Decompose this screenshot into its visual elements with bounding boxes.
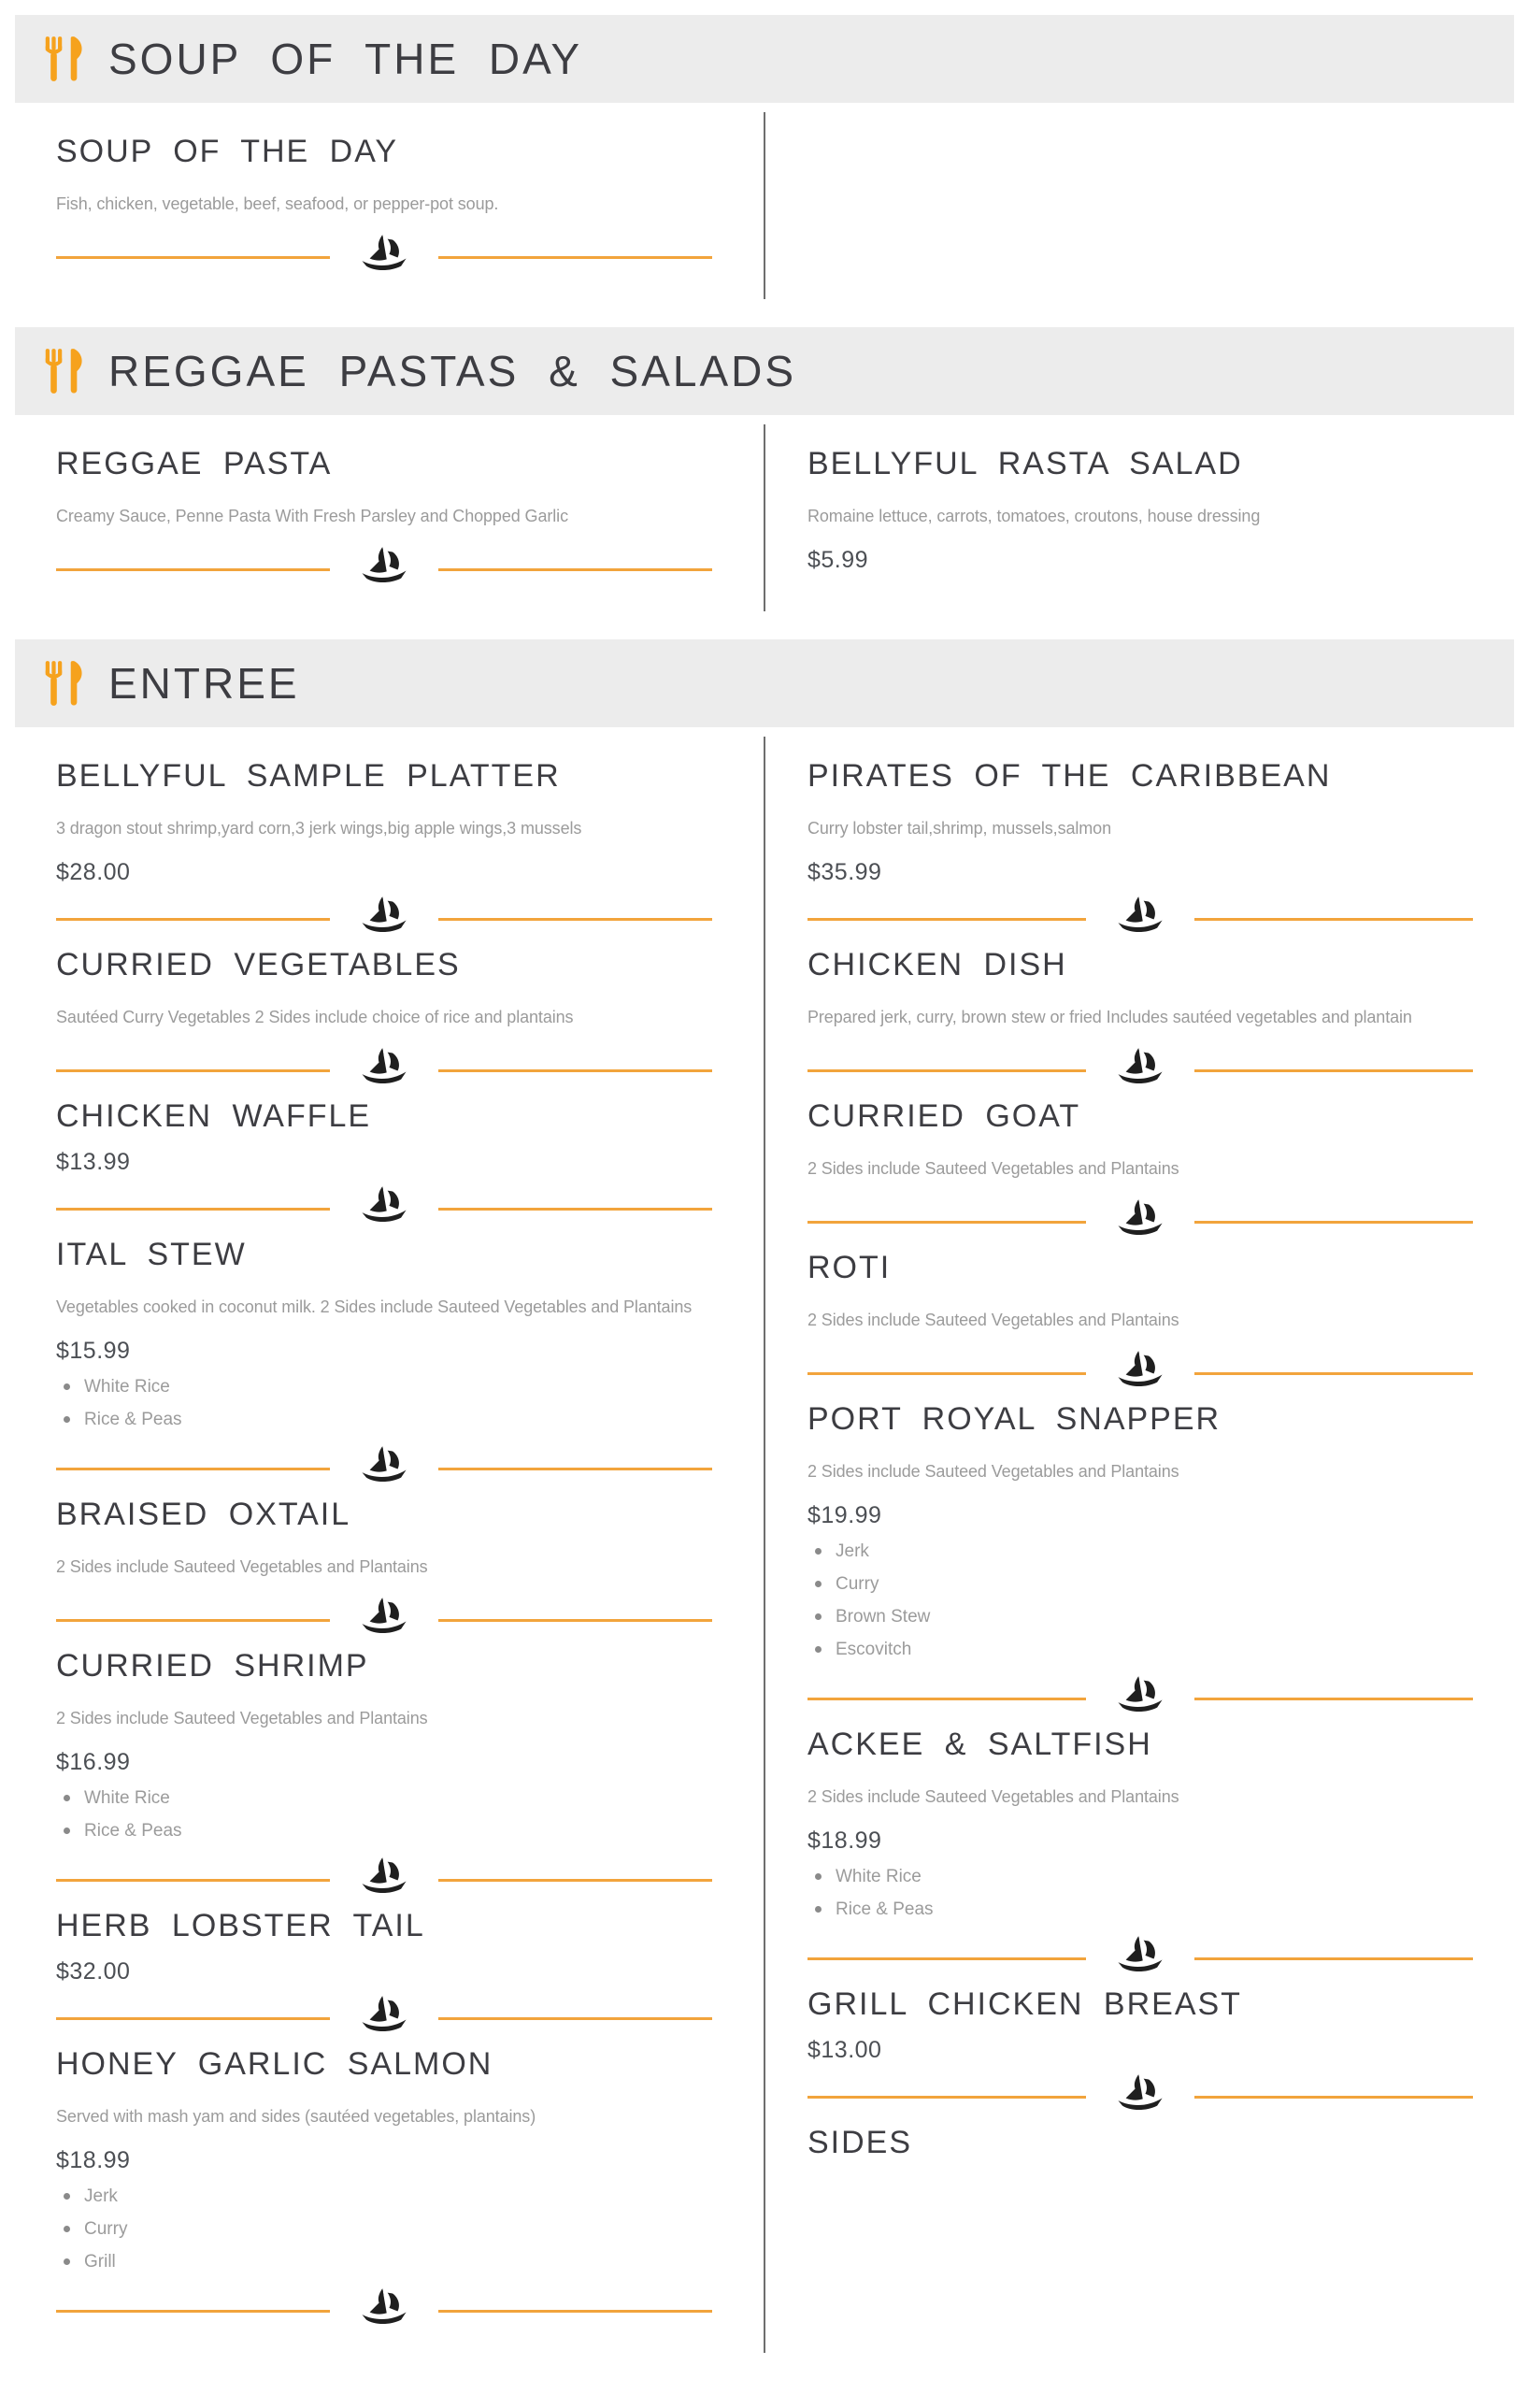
menu-item <box>807 946 1473 1086</box>
menu-item <box>56 946 712 1086</box>
menu-item <box>56 133 712 273</box>
item-name: PIRATES OF THE CARIBBEAN <box>807 758 1332 794</box>
menu-section <box>0 639 1529 2366</box>
menu-section <box>0 327 1529 624</box>
item-description: Sautéed Curry Vegetables 2 Sides include choice of rice and plantains <box>56 1008 574 1026</box>
item-divider <box>807 2081 1473 2113</box>
item-option: Grill <box>56 2245 712 2278</box>
menu-section <box>0 15 1529 312</box>
pirate-ship-icon <box>1113 2072 1167 2114</box>
item-option: Rice & Peas <box>56 1403 712 1436</box>
item-option: Jerk <box>807 1535 1473 1568</box>
item-options-list <box>56 2180 712 2278</box>
item-name: BRAISED OXTAIL <box>56 1497 351 1532</box>
item-divider <box>56 903 712 935</box>
item-divider <box>56 2295 712 2327</box>
menu-column-right <box>764 757 1473 2338</box>
item-price: $13.99 <box>56 1149 131 1175</box>
item-description: Vegetables cooked in coconut milk. 2 Sides include Sauteed Vegetables and Plantains <box>56 1297 693 1316</box>
pirate-ship-icon <box>357 2286 411 2328</box>
pirate-ship-icon <box>357 233 411 274</box>
item-name: CURRIED GOAT <box>807 1098 1081 1134</box>
menu-item <box>56 1097 712 1225</box>
section-header <box>15 15 1514 103</box>
item-name: HONEY GARLIC SALMON <box>56 2046 493 2082</box>
item-divider <box>807 1054 1473 1086</box>
item-option: Rice & Peas <box>56 1814 712 1847</box>
item-option: Escovitch <box>807 1633 1473 1666</box>
menu-item <box>56 1647 712 1896</box>
pirate-ship-icon <box>357 1856 411 1897</box>
item-option: Brown Stew <box>807 1600 1473 1633</box>
fork-knife-icon <box>43 36 86 82</box>
item-price: $18.99 <box>807 1828 882 1854</box>
item-divider <box>807 1942 1473 1974</box>
item-price: $32.00 <box>56 1958 131 1985</box>
item-price: $19.99 <box>807 1502 882 1528</box>
menu-item <box>807 1097 1473 1238</box>
item-price: $5.99 <box>807 547 869 573</box>
item-divider <box>56 1054 712 1086</box>
item-name: BELLYFUL RASTA SALAD <box>807 446 1243 481</box>
item-name: CHICKEN WAFFLE <box>56 1098 372 1134</box>
fork-knife-icon <box>43 660 86 707</box>
menu-column-left <box>56 757 764 2338</box>
menu-item <box>807 1726 1473 1974</box>
item-price: $16.99 <box>56 1749 131 1775</box>
item-description: 3 dragon stout shrimp,yard corn,3 jerk wings,big apple wings,3 mussels <box>56 819 582 838</box>
item-divider <box>807 1357 1473 1389</box>
item-name: BELLYFUL SAMPLE PLATTER <box>56 758 561 794</box>
section-content <box>0 415 1529 624</box>
menu-item <box>807 1985 1473 2113</box>
item-description: 2 Sides include Sauteed Vegetables and Plantains <box>807 1462 1179 1481</box>
item-description: 2 Sides include Sauteed Vegetables and Plantains <box>807 1159 1179 1178</box>
item-divider <box>56 1604 712 1636</box>
item-divider <box>56 2002 712 2034</box>
item-option: White Rice <box>807 1860 1473 1893</box>
item-description: 2 Sides include Sauteed Vegetables and Plantains <box>807 1311 1179 1329</box>
pirate-ship-icon <box>357 1596 411 1637</box>
item-price: $35.99 <box>807 859 882 885</box>
item-description: Creamy Sauce, Penne Pasta With Fresh Parsley and Chopped Garlic <box>56 507 568 525</box>
menu-column-left <box>56 445 764 596</box>
item-name: CURRIED VEGETABLES <box>56 947 461 982</box>
item-divider <box>807 1206 1473 1238</box>
menu-item <box>807 1400 1473 1714</box>
menu-item <box>56 1907 712 2034</box>
section-header <box>15 327 1514 415</box>
section-title: SOUP OF THE DAY <box>108 35 583 83</box>
item-divider <box>56 1193 712 1225</box>
item-divider <box>56 1864 712 1896</box>
menu-column-right <box>764 445 1473 596</box>
menu-item <box>56 757 712 935</box>
item-divider <box>56 553 712 585</box>
menu-item <box>56 445 712 585</box>
item-name: ACKEE & SALTFISH <box>807 1727 1152 1762</box>
section-title: REGGAE PASTAS & SALADS <box>108 347 797 395</box>
pirate-ship-icon <box>357 1184 411 1226</box>
menu-item <box>56 2045 712 2327</box>
item-description: Fish, chicken, vegetable, beef, seafood, or pepper-pot soup. <box>56 194 499 213</box>
item-name: ROTI <box>807 1250 892 1285</box>
item-name: REGGAE PASTA <box>56 446 333 481</box>
menu-item <box>56 1496 712 1636</box>
pirate-ship-icon <box>357 895 411 936</box>
pirate-ship-icon <box>357 1994 411 2035</box>
menu-column-left <box>56 133 764 284</box>
item-option: Jerk <box>56 2180 712 2213</box>
pirate-ship-icon <box>1113 1674 1167 1715</box>
menu-item <box>56 1236 712 1484</box>
item-name: ITAL STEW <box>56 1237 247 1272</box>
pirate-ship-icon <box>357 1046 411 1087</box>
pirate-ship-icon <box>1113 1197 1167 1239</box>
item-name: GRILL CHICKEN BREAST <box>807 1986 1242 2022</box>
menu-column-right <box>764 133 1473 284</box>
section-header <box>15 639 1514 727</box>
item-name: CHICKEN DISH <box>807 947 1067 982</box>
pirate-ship-icon <box>1113 1349 1167 1390</box>
pirate-ship-icon <box>1113 1046 1167 1087</box>
item-options-list <box>56 1782 712 1847</box>
item-description: 2 Sides include Sauteed Vegetables and Plantains <box>56 1709 428 1727</box>
pirate-ship-icon <box>1113 1934 1167 1975</box>
menu-item <box>807 757 1473 935</box>
item-name: CURRIED SHRIMP <box>56 1648 369 1684</box>
item-divider <box>807 1683 1473 1714</box>
fork-knife-icon <box>43 348 86 394</box>
item-description: Served with mash yam and sides (sautéed vegetables, plantains) <box>56 2107 536 2126</box>
section-content <box>0 727 1529 2366</box>
section-title: ENTREE <box>108 659 300 708</box>
item-options-list <box>807 1860 1473 1926</box>
item-name: SOUP OF THE DAY <box>56 134 399 169</box>
item-name: HERB LOBSTER TAIL <box>56 1908 425 1943</box>
item-divider <box>56 1453 712 1484</box>
item-description: Curry lobster tail,shrimp, mussels,salmon <box>807 819 1111 838</box>
item-name: SIDES <box>807 2125 913 2160</box>
item-name: PORT ROYAL SNAPPER <box>807 1401 1222 1437</box>
item-price: $18.99 <box>56 2147 131 2173</box>
menu-root <box>0 15 1529 2366</box>
item-description: Romaine lettuce, carrots, tomatoes, croutons, house dressing <box>807 507 1261 525</box>
pirate-ship-icon <box>357 545 411 586</box>
item-price: $28.00 <box>56 859 131 885</box>
item-description: 2 Sides include Sauteed Vegetables and Plantains <box>807 1787 1179 1806</box>
menu-item <box>807 1249 1473 1389</box>
item-option: Curry <box>56 2213 712 2245</box>
menu-item <box>807 2124 1473 2161</box>
item-price: $15.99 <box>56 1338 131 1364</box>
item-option: White Rice <box>56 1782 712 1814</box>
item-options-list <box>807 1535 1473 1666</box>
item-option: White Rice <box>56 1370 712 1403</box>
pirate-ship-icon <box>1113 895 1167 936</box>
item-price: $13.00 <box>807 2037 882 2063</box>
item-options-list <box>56 1370 712 1436</box>
section-content <box>0 103 1529 312</box>
item-divider <box>56 241 712 273</box>
menu-item <box>807 445 1473 574</box>
pirate-ship-icon <box>357 1444 411 1485</box>
item-option: Curry <box>807 1568 1473 1600</box>
item-description: 2 Sides include Sauteed Vegetables and Plantains <box>56 1557 428 1576</box>
item-divider <box>807 903 1473 935</box>
item-option: Rice & Peas <box>807 1893 1473 1926</box>
item-description: Prepared jerk, curry, brown stew or fried Includes sautéed vegetables and plantain <box>807 1008 1412 1026</box>
